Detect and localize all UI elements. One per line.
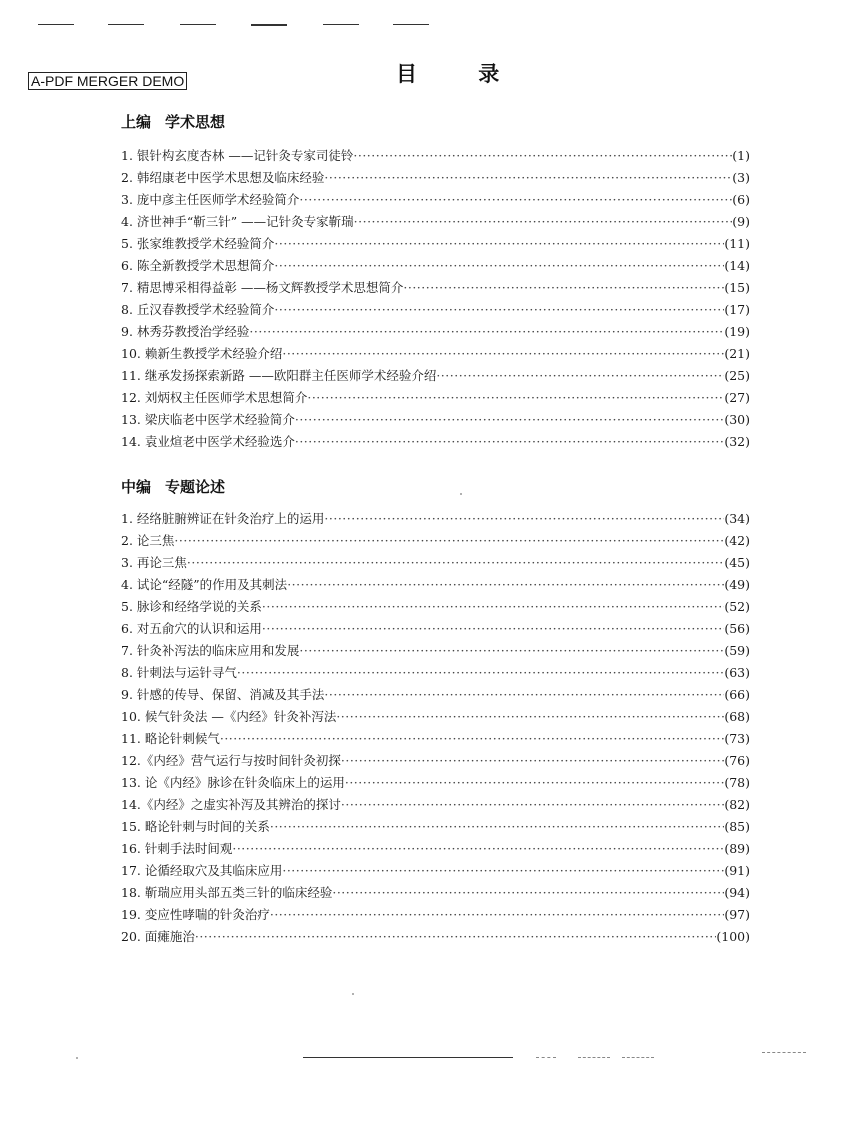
dot-leader: [341, 750, 724, 772]
toc-entry: [121, 662, 750, 684]
toc-entry: [121, 640, 750, 662]
page-number: (91): [724, 863, 750, 878]
page-number: (63): [724, 665, 750, 680]
entry-title: 10. 赖新生教授学术经验介绍: [121, 346, 283, 361]
toc-entry: [121, 750, 750, 772]
toc-list: [121, 145, 750, 453]
dot-leader: [345, 772, 724, 794]
page-number: (27): [724, 390, 750, 405]
toc-entry: [121, 838, 750, 860]
entry-title: 12. 刘炳权主任医师学术思想简介: [121, 390, 308, 405]
toc-entry: [121, 277, 750, 299]
toc-entry: [121, 233, 750, 255]
page-number: (30): [724, 412, 750, 427]
dot-leader: [274, 299, 724, 321]
page-number: (66): [724, 687, 750, 702]
entry-title: 5. 脉诊和经络学说的关系: [121, 599, 262, 614]
section-heading: [121, 476, 225, 498]
entry-title: 7. 针灸补泻法的临床应用和发展: [121, 643, 300, 658]
page-number: (34): [724, 511, 750, 526]
dot-leader: [270, 904, 724, 926]
top-rule: [393, 24, 429, 25]
page-number: (14): [724, 258, 750, 273]
page-number: (1): [732, 148, 750, 163]
dot-leader: [307, 387, 724, 409]
entry-title: 8. 针刺法与运针寻气: [121, 665, 237, 680]
page-number: (42): [724, 533, 750, 548]
dot-leader: [324, 508, 724, 530]
entry-title: 18. 靳瑞应用头部五类三针的临床经验: [121, 885, 333, 900]
entry-title: 1. 银针构玄度杏林 ——记针灸专家司徒铃: [121, 148, 354, 163]
page-number: (100): [716, 929, 750, 944]
page-number: (97): [724, 907, 750, 922]
entry-title: 20. 面瘫施治: [121, 929, 195, 944]
entry-title: 4. 试论“经隧”的作用及其刺法: [121, 577, 288, 592]
watermark-label: A-PDF MERGER DEMO: [28, 72, 187, 90]
dot-leader: [220, 728, 724, 750]
bottom-rule: [303, 1057, 513, 1058]
entry-title: 2. 论三焦: [121, 533, 175, 548]
dot-leader: [403, 277, 724, 299]
top-rule: [251, 24, 287, 26]
entry-title: 13. 梁庆临老中医学术经验简介: [121, 412, 295, 427]
toc-entry: [121, 211, 750, 233]
dot-leader: [436, 365, 724, 387]
toc-entry: [121, 882, 750, 904]
dot-leader: [295, 431, 724, 453]
dot-leader: [353, 145, 732, 167]
dot-leader: [174, 530, 724, 552]
toc-entry: [121, 508, 750, 530]
toc-entry: [121, 728, 750, 750]
toc-entry: [121, 145, 750, 167]
page-number: (78): [724, 775, 750, 790]
page-number: (82): [724, 797, 750, 812]
scan-speck: [352, 993, 354, 995]
entry-title: 11. 继承发扬探索新路 ——欧阳群主任医师学术经验介绍: [121, 368, 437, 383]
toc-entry: [121, 255, 750, 277]
entry-title: 16. 针刺手法时间观: [121, 841, 233, 856]
entry-title: 17. 论循经取穴及其临床应用: [121, 863, 283, 878]
page-number: (21): [724, 346, 750, 361]
page-title: 目 录: [396, 62, 527, 86]
bottom-rule: [622, 1057, 654, 1058]
section-name: 学术思想: [165, 113, 226, 131]
toc-entry: [121, 860, 750, 882]
page-number: (68): [724, 709, 750, 724]
entry-title: 8. 丘汉春教授学术经验简介: [121, 302, 275, 317]
toc-entry: [121, 321, 750, 343]
entry-title: 7. 精思博采相得益彰 ——杨文辉教授学术思想简介: [121, 280, 404, 295]
entry-title: 9. 针感的传导、保留、消减及其手法: [121, 687, 325, 702]
bottom-rule: [536, 1057, 556, 1058]
dot-leader: [262, 618, 724, 640]
dot-leader: [282, 343, 724, 365]
entry-title: 15. 略论针刺与时间的关系: [121, 819, 270, 834]
page-number: (94): [724, 885, 750, 900]
toc-entry: [121, 794, 750, 816]
entry-title: 3. 庞中彦主任医师学术经验简介: [121, 192, 300, 207]
dot-leader: [341, 794, 724, 816]
page-number: (15): [724, 280, 750, 295]
page-number: (56): [724, 621, 750, 636]
entry-title: 4. 济世神手“靳三针” ——记针灸专家靳瑞: [121, 214, 354, 229]
dot-leader: [287, 574, 724, 596]
top-rule: [180, 24, 216, 25]
scan-speck: [460, 493, 462, 495]
page-number: (11): [724, 236, 750, 251]
top-rule: [38, 24, 74, 25]
page-number: (9): [732, 214, 750, 229]
page-number: (85): [724, 819, 750, 834]
dot-leader: [299, 640, 724, 662]
page-number: (25): [724, 368, 750, 383]
dot-leader: [270, 816, 724, 838]
section-part-label: 上编: [121, 113, 152, 131]
toc-entry: [121, 618, 750, 640]
bottom-rule: [762, 1052, 806, 1053]
entry-title: 14.《内经》之虚实补泻及其辨治的探讨: [121, 797, 341, 812]
toc-entry: [121, 926, 750, 948]
page-number: (59): [724, 643, 750, 658]
section-part-label: 中编: [121, 478, 152, 496]
toc-entry: [121, 574, 750, 596]
entry-title: 14. 袁业煊老中医学术经验选介: [121, 434, 295, 449]
bottom-rule: [578, 1057, 610, 1058]
entry-title: 10. 候气针灸法 —《内经》针灸补泻法: [121, 709, 337, 724]
dot-leader: [274, 255, 724, 277]
page-number: (89): [724, 841, 750, 856]
toc-entry: [121, 596, 750, 618]
dot-leader: [324, 167, 732, 189]
dot-leader: [324, 684, 724, 706]
dot-leader: [274, 233, 724, 255]
entry-title: 5. 张家维教授学术经验简介: [121, 236, 275, 251]
toc-list: [121, 508, 750, 948]
toc-entry: [121, 343, 750, 365]
entry-title: 6. 陈全新教授学术思想简介: [121, 258, 275, 273]
entry-title: 6. 对五俞穴的认识和运用: [121, 621, 262, 636]
toc-entry: [121, 552, 750, 574]
section-name: 专题论述: [165, 478, 226, 496]
top-rule: [323, 24, 359, 25]
entry-title: 2. 韩绍康老中医学术思想及临床经验: [121, 170, 325, 185]
toc-entry: [121, 706, 750, 728]
toc-entry: [121, 365, 750, 387]
entry-title: 11. 略论针刺候气: [121, 731, 220, 746]
page-number: (32): [724, 434, 750, 449]
page-number: (17): [724, 302, 750, 317]
entry-title: 3. 再论三焦: [121, 555, 187, 570]
page-number: (73): [724, 731, 750, 746]
toc-entry: [121, 684, 750, 706]
entry-title: 13. 论《内经》脉诊在针灸临床上的运用: [121, 775, 345, 790]
dot-leader: [299, 189, 732, 211]
page-number: (45): [724, 555, 750, 570]
dot-leader: [187, 552, 724, 574]
dot-leader: [237, 662, 724, 684]
scan-speck: [76, 1057, 78, 1059]
dot-leader: [354, 211, 733, 233]
dot-leader: [336, 706, 724, 728]
page-number: (76): [724, 753, 750, 768]
dot-leader: [195, 926, 717, 948]
dot-leader: [332, 882, 724, 904]
toc-entry: [121, 299, 750, 321]
toc-entry: [121, 409, 750, 431]
toc-entry: [121, 387, 750, 409]
toc-entry: [121, 431, 750, 453]
toc-entry: [121, 189, 750, 211]
page-number: (3): [732, 170, 750, 185]
entry-title: 9. 林秀芬教授治学经验: [121, 324, 250, 339]
toc-entry: [121, 530, 750, 552]
dot-leader: [262, 596, 724, 618]
dot-leader: [282, 860, 724, 882]
section-heading: [121, 111, 225, 133]
dot-leader: [295, 409, 724, 431]
entry-title: 12.《内经》营气运行与按时间针灸初探: [121, 753, 341, 768]
top-rule: [108, 24, 144, 25]
page-number: (6): [732, 192, 750, 207]
dot-leader: [249, 321, 724, 343]
toc-entry: [121, 816, 750, 838]
entry-title: 1. 经络脏腑辨证在针灸治疗上的运用: [121, 511, 325, 526]
toc-entry: [121, 167, 750, 189]
toc-entry: [121, 772, 750, 794]
toc-entry: [121, 904, 750, 926]
dot-leader: [232, 838, 724, 860]
page-number: (19): [724, 324, 750, 339]
page-number: (49): [724, 577, 750, 592]
entry-title: 19. 变应性哮喘的针灸治疗: [121, 907, 270, 922]
page-number: (52): [724, 599, 750, 614]
